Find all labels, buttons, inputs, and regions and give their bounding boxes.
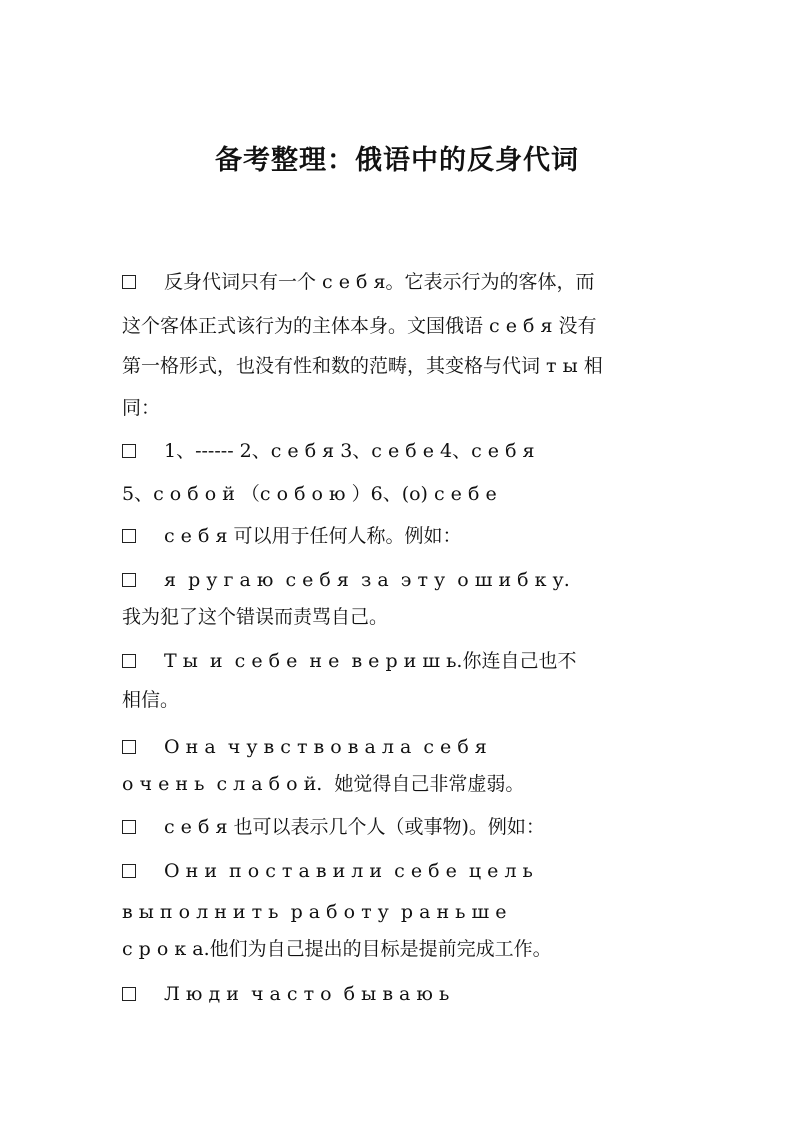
- checkbox-icon: [122, 864, 136, 878]
- paragraph-line: [122, 268, 682, 296]
- line-text: 这个客体正式该行为的主体本身。文国俄语 с е б я 没有: [122, 315, 597, 337]
- checkbox-icon: [122, 529, 136, 543]
- checkbox-icon: [122, 444, 136, 458]
- line-text: Т ы и с е б е н е в е р и ш ь.你连自己也不: [164, 650, 577, 672]
- paragraph-line: [122, 813, 682, 841]
- paragraph-line: [122, 394, 682, 422]
- line-text: я р у г а ю с е б я з а э т у о ш и б к у.: [164, 569, 570, 591]
- paragraph-line: [122, 566, 682, 594]
- checkbox-icon: [122, 275, 136, 289]
- paragraph-line: [122, 980, 682, 1008]
- checkbox-icon: [122, 987, 136, 1001]
- line-text: О н и п о с т а в и л и с е б е ц е л ь: [164, 860, 533, 882]
- paragraph-line: [122, 312, 682, 340]
- line-text: 5、с о б о й （с о б о ю ）6、(о) с е б е: [122, 483, 497, 505]
- line-text: 1、------ 2、с е б я 3、с е б е 4、с е б я: [164, 440, 535, 462]
- paragraph-line: [122, 733, 682, 761]
- paragraph-line: [122, 437, 682, 465]
- line-text: 反身代词只有一个 с е б я。它表示行为的客体，而: [164, 271, 595, 293]
- line-text: в ы п о л н и т ь р а б о т у р а н ь ш е: [122, 901, 507, 923]
- paragraph-line: [122, 352, 682, 380]
- line-text: 相信。: [122, 689, 180, 711]
- line-text: Л ю д и ч а с т о б ы в а ю ь: [164, 983, 450, 1005]
- line-text: о ч е н ь с л а б о й. 她觉得自己非常虚弱。: [122, 773, 525, 795]
- checkbox-icon: [122, 740, 136, 754]
- checkbox-icon: [122, 820, 136, 834]
- checkbox-icon: [122, 654, 136, 668]
- paragraph-line: [122, 686, 682, 714]
- line-text: 第一格形式，也没有性和数的范畴，其变格与代词 т ы 相: [122, 355, 603, 377]
- paragraph-line: [122, 480, 682, 508]
- checkbox-icon: [122, 573, 136, 587]
- line-text: с е б я 可以用于任何人称。例如：: [164, 525, 462, 547]
- line-text: 我为犯了这个错误而责骂自己。: [122, 606, 389, 628]
- paragraph-line: [122, 603, 682, 631]
- paragraph-line: [122, 857, 682, 885]
- paragraph-line: [122, 898, 682, 926]
- document-title: 备考整理：俄语中的反身代词: [215, 145, 579, 176]
- line-text: с р о к а.他们为自己提出的目标是提前完成工作。: [122, 938, 552, 960]
- paragraph-line: [122, 770, 682, 798]
- paragraph-line: [122, 935, 682, 963]
- paragraph-line: [122, 522, 682, 550]
- paragraph-line: [122, 647, 682, 675]
- line-text: О н а ч у в с т в о в а л а с е б я: [164, 736, 487, 758]
- line-text: 同：: [122, 397, 161, 419]
- line-text: с е б я 也可以表示几个人（或事物)。例如：: [164, 816, 545, 838]
